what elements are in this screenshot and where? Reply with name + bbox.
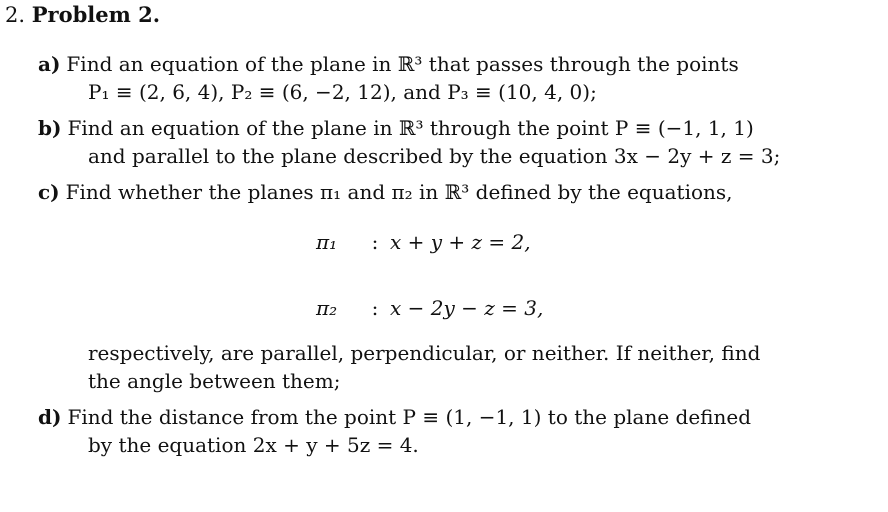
plane-equation-1-body: x + y + z = 2, [390,230,531,254]
problem-heading [5,2,160,27]
part-a-text-2: P₁ ≡ (2, 6, 4), P₂ ≡ (6, −2, 12), and P₃ ≡ (10, 4, 0); [88,80,597,104]
part-a-label: a) [38,52,61,76]
part-d-text-2: by the equation 2x + y + 5z = 4. [88,433,419,457]
part-d-line-1 [38,407,751,427]
part-b-text-1: Find an equation of the plane in ℝ³ through the point P ≡ (−1, 1, 1) [67,116,754,140]
part-c-line-3 [88,371,340,391]
part-c-text-3: the angle between them; [88,369,341,393]
part-a-line-1 [38,54,739,74]
part-d-text-1: Find the distance from the point P ≡ (1, −1, 1) to the plane defined [67,405,752,429]
plane-equation-1-colon: : [371,230,379,254]
plane-equation-1-label: π₁ [316,230,338,254]
part-c-line-1 [38,182,733,202]
part-a-line-2 [88,82,597,102]
part-c-text-2: respectively, are parallel, perpendicular, or neither. If neither, find [88,341,761,365]
part-c-line-2 [88,343,760,363]
plane-equation-2-body: x − 2y − z = 3, [390,296,544,320]
plane-equation-2 [316,296,543,320]
plane-equation-2-colon: : [371,296,379,320]
problem-number: 2. [5,3,26,27]
part-b-label: b) [38,116,62,140]
part-a-text-1: Find an equation of the plane in ℝ³ that passes through the points [66,52,739,76]
part-b-text-2: and parallel to the plane described by the equation 3x − 2y + z = 3; [88,144,781,168]
part-d-line-2 [88,435,419,455]
part-d-label: d) [38,405,62,429]
part-c-text-1: Find whether the planes π₁ and π₂ in ℝ³ defined by the equations, [65,180,733,204]
part-b-line-1 [38,118,754,138]
part-c-label: c) [38,180,60,204]
plane-equation-2-label: π₂ [316,296,338,320]
problem-title: Problem 2. [31,2,161,27]
plane-equation-1 [316,230,531,254]
part-b-line-2 [88,146,780,166]
